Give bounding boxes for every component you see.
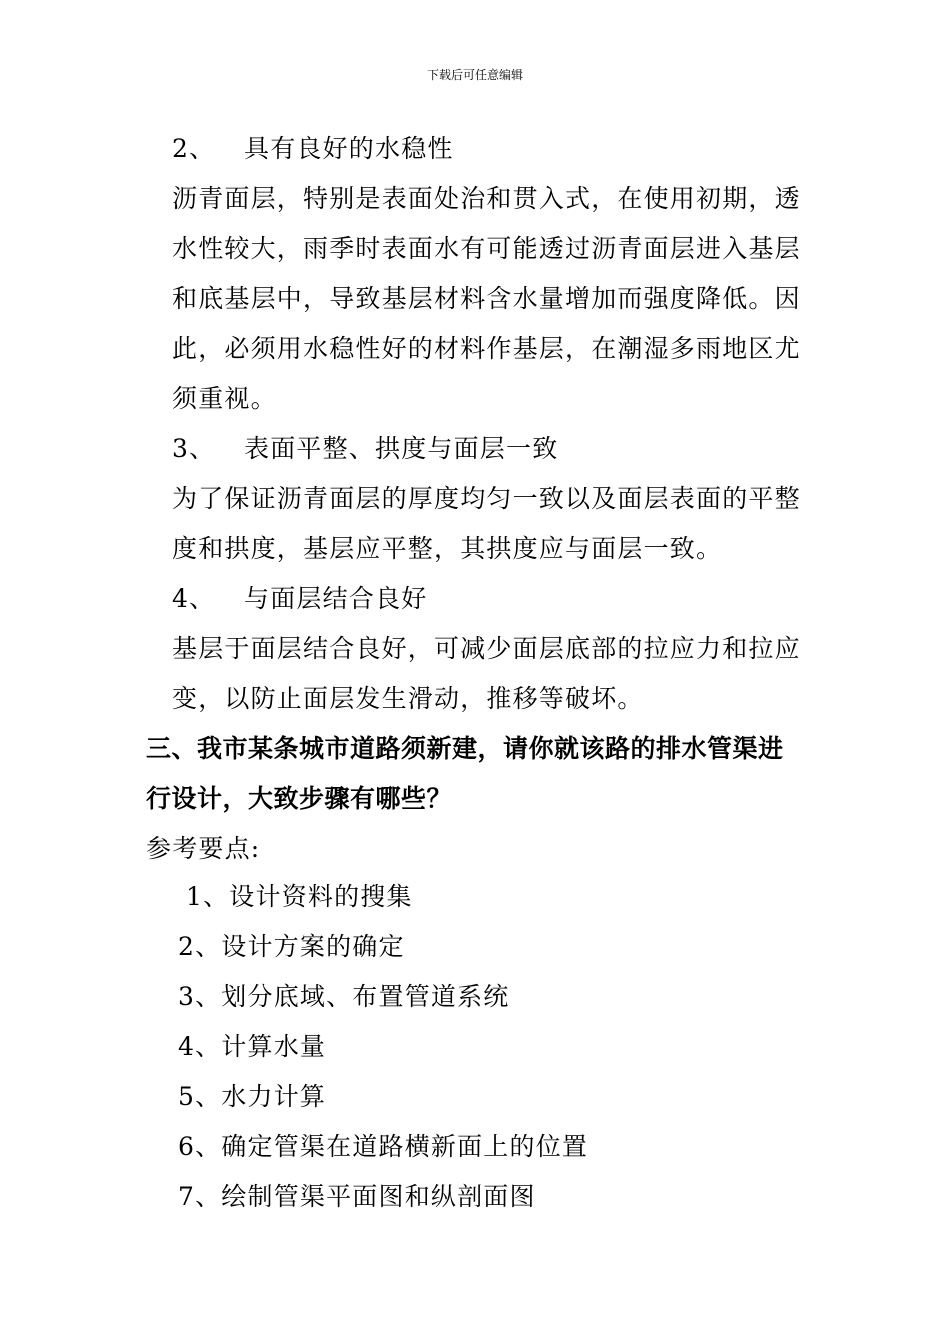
- item-title: 具有良好的水稳性: [244, 134, 454, 163]
- item-2-heading: [172, 134, 454, 164]
- question-3-line-2: 行设计，大致步骤有哪些？: [146, 784, 453, 813]
- paragraph-line: 和底基层中，导致基层材料含水量增加而强度降低。因: [172, 284, 801, 313]
- item-title: 表面平整、拱度与面层一致: [244, 434, 559, 463]
- item-number: 2、: [172, 134, 216, 163]
- reference-label: 参考要点:: [146, 834, 261, 863]
- step-item: 3、划分底域、布置管道系统: [178, 982, 510, 1011]
- step-item: 2、设计方案的确定: [178, 932, 405, 961]
- item-4-heading: [172, 584, 427, 614]
- step-item: 7、绘制管渠平面图和纵剖面图: [178, 1182, 536, 1211]
- item-3-heading: [172, 434, 558, 464]
- step-item: 6、确定管渠在道路横新面上的位置: [178, 1132, 589, 1161]
- paragraph-line: 此，必须用水稳性好的材料作基层，在潮湿多雨地区尤: [172, 334, 801, 363]
- paragraph-line: 基层于面层结合良好，可减少面层底部的拉应力和拉应: [172, 634, 801, 663]
- page-header: 下载后可任意编辑: [426, 68, 523, 82]
- item-title: 与面层结合良好: [244, 584, 428, 613]
- paragraph-line: 须重视。: [172, 384, 277, 413]
- step-item: 4、计算水量: [178, 1032, 327, 1061]
- item-number: 4、: [172, 584, 216, 613]
- paragraph-line: 为了保证沥青面层的厚度均匀一致以及面层表面的平整: [172, 484, 801, 513]
- question-3-line-1: 三、我市某条城市道路须新建，请你就该路的排水管渠进: [146, 734, 784, 763]
- paragraph-line: 沥青面层，特别是表面处治和贯入式，在使用初期，透: [172, 184, 801, 213]
- step-item: 5、水力计算: [178, 1082, 327, 1111]
- paragraph-line: 水性较大，雨季时表面水有可能透过沥青面层进入基层: [172, 234, 801, 263]
- paragraph-line: 度和拱度，基层应平整，其拱度应与面层一致。: [172, 534, 723, 563]
- paragraph-line: 变，以防止面层发生滑动，推移等破坏。: [172, 684, 644, 713]
- item-number: 3、: [172, 434, 216, 463]
- step-item: 1、设计资料的搜集: [186, 882, 413, 911]
